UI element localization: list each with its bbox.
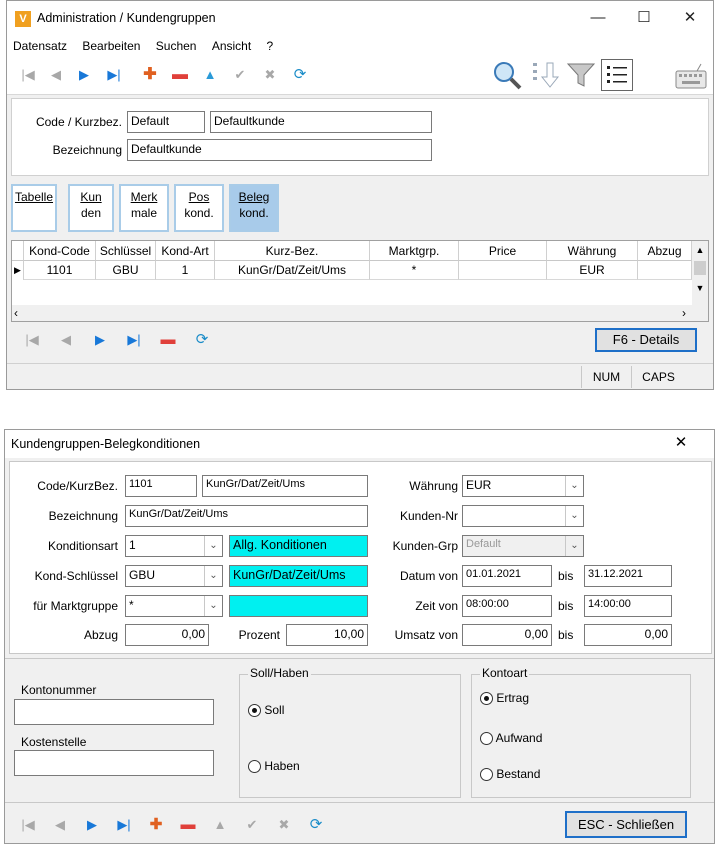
- menu-ansicht[interactable]: Ansicht: [211, 39, 252, 53]
- dialog-title: Kundengruppen-Belegkonditionen: [11, 437, 201, 451]
- waehrung-select[interactable]: [462, 475, 584, 497]
- prozent-input[interactable]: 10,00: [286, 624, 368, 646]
- chevron-down-icon[interactable]: ⌄: [565, 506, 583, 526]
- app-icon: V: [15, 11, 31, 27]
- waehrung-value: EUR: [466, 478, 492, 492]
- horizontal-scrollbar[interactable]: [12, 305, 708, 321]
- col-header-abzug[interactable]: Abzug: [638, 241, 692, 261]
- radio-ertrag-label: Ertrag: [496, 691, 530, 705]
- umsatz-bis-label: bis: [558, 628, 574, 642]
- table-cell[interactable]: [638, 261, 692, 280]
- first-record-icon[interactable]: |◀: [21, 67, 35, 82]
- bezeichnung-label: Bezeichnung: [52, 143, 122, 157]
- table-cell[interactable]: KunGr/Dat/Zeit/Ums: [215, 261, 370, 280]
- col-header-kond-art[interactable]: Kond-Art: [156, 241, 215, 261]
- waehrung-label: Währung: [409, 479, 458, 493]
- tab-kunden-label-1: Kun: [80, 190, 102, 204]
- datum-von-input[interactable]: 01.01.2021: [462, 565, 552, 587]
- tab-kunden-label-2: den: [80, 206, 102, 220]
- scroll-left-icon[interactable]: ‹: [14, 306, 18, 320]
- close-icon[interactable]: ✕: [674, 434, 688, 451]
- status-caps: CAPS: [631, 366, 685, 388]
- add-record-icon[interactable]: ✚: [149, 816, 163, 833]
- tab-poskond-label-1: Pos: [188, 190, 210, 204]
- radio-aufwand-icon[interactable]: [480, 732, 493, 745]
- chevron-down-icon: ⌄: [565, 536, 583, 556]
- radio-ertrag[interactable]: [480, 691, 529, 705]
- umsatz-von-label: Umsatz von: [394, 628, 458, 642]
- tab-belegkond-label-2: kond.: [239, 206, 269, 220]
- table-cell[interactable]: EUR: [547, 261, 638, 280]
- radio-soll[interactable]: [248, 703, 284, 717]
- chevron-down-icon[interactable]: ⌄: [204, 536, 222, 556]
- kond-schluessel-text: KunGr/Dat/Zeit/Ums: [229, 565, 368, 587]
- menu-bearbeiten[interactable]: Bearbeiten: [82, 39, 141, 53]
- bezeichnung-input[interactable]: Defaultkunde: [127, 139, 432, 161]
- zeit-bis-label: bis: [558, 599, 574, 613]
- radio-aufwand[interactable]: [480, 731, 542, 745]
- window-title: Administration / Kundengruppen: [37, 11, 216, 25]
- col-header-schluessel[interactable]: Schlüssel: [96, 241, 156, 261]
- cancel-x-icon[interactable]: ✖: [264, 67, 276, 82]
- radio-soll-icon[interactable]: [248, 704, 261, 717]
- radio-bestand-icon[interactable]: [480, 768, 493, 781]
- col-header-price[interactable]: Price: [459, 241, 547, 261]
- dialog-title-bar: [5, 430, 714, 458]
- zeit-von-input[interactable]: 08:00:00: [462, 595, 552, 617]
- kontoart-group: [471, 666, 691, 798]
- radio-aufwand-label: Aufwand: [495, 731, 543, 745]
- short-name-input[interactable]: Defaultkunde: [210, 111, 432, 133]
- close-dialog-button[interactable]: ESC - Schließen: [565, 811, 687, 838]
- last-record-icon[interactable]: ▶|: [117, 817, 131, 832]
- tab-merkmale-label-1: Merk: [130, 190, 158, 204]
- next-record-icon[interactable]: ▶: [95, 332, 105, 347]
- sort-list-icon[interactable]: [529, 59, 561, 91]
- row-indicator-icon: ▶: [12, 261, 24, 280]
- menu-datensatz[interactable]: Datensatz: [13, 39, 68, 53]
- prev-record-icon[interactable]: ◀: [51, 67, 61, 82]
- datum-von-label: Datum von: [399, 569, 458, 583]
- abzug-label: Abzug: [83, 628, 118, 642]
- close-button[interactable]: ✕: [683, 9, 697, 26]
- refresh-icon[interactable]: ⟳: [293, 66, 307, 83]
- col-header-marktgrp[interactable]: Marktgrp.: [370, 241, 459, 261]
- menu-suchen[interactable]: Suchen: [155, 39, 197, 53]
- code-input[interactable]: 1101: [125, 475, 197, 497]
- status-bar: [7, 363, 713, 389]
- details-button[interactable]: F6 - Details: [595, 328, 697, 352]
- refresh-icon[interactable]: ⟳: [195, 331, 209, 348]
- radio-haben-icon[interactable]: [248, 760, 261, 773]
- table-cell[interactable]: GBU: [96, 261, 156, 280]
- kond-schluessel-value: GBU: [129, 568, 156, 582]
- toolbar: [7, 57, 713, 95]
- scroll-thumb[interactable]: [694, 261, 706, 275]
- delete-record-icon[interactable]: ▬: [180, 816, 196, 833]
- table-cell[interactable]: *: [370, 261, 459, 280]
- delete-record-icon[interactable]: ▬: [160, 331, 176, 348]
- maximize-button[interactable]: ☐: [637, 9, 651, 26]
- table-cell[interactable]: 1101: [24, 261, 96, 280]
- tab-poskond-label-2: kond.: [184, 206, 214, 220]
- header-form: [11, 98, 709, 176]
- kunden-nr-select[interactable]: [462, 505, 584, 527]
- tab-poskond[interactable]: [174, 184, 224, 232]
- kontoart-title: Kontoart: [482, 666, 528, 680]
- soll-haben-title: Soll/Haben: [250, 666, 309, 680]
- konditionsart-text: Allg. Konditionen: [229, 535, 368, 557]
- grid-corner: [12, 241, 24, 261]
- save-check-icon[interactable]: ✔: [246, 817, 258, 832]
- bezeichnung-label: Bezeichnung: [48, 509, 118, 523]
- col-header-kurz-bez[interactable]: Kurz-Bez.: [215, 241, 370, 261]
- tab-merkmale-label-2: male: [130, 206, 157, 220]
- prev-record-icon[interactable]: ◀: [61, 332, 71, 347]
- conditions-dialog: [4, 429, 715, 844]
- kunden-grp-label: Kunden-Grp: [392, 539, 458, 553]
- abzug-input[interactable]: 0,00: [125, 624, 209, 646]
- scroll-up-icon[interactable]: ▲: [695, 245, 705, 255]
- col-header-waehrung[interactable]: Währung: [547, 241, 638, 261]
- search-icon[interactable]: [491, 59, 523, 91]
- chevron-down-icon[interactable]: ⌄: [565, 476, 583, 496]
- konditionsart-value: 1: [129, 538, 136, 552]
- filter-icon[interactable]: [565, 59, 597, 91]
- table-cell[interactable]: [459, 261, 547, 280]
- first-record-icon[interactable]: |◀: [21, 817, 35, 832]
- kunden-nr-label: Kunden-Nr: [399, 509, 458, 523]
- umsatz-von-input[interactable]: 0,00: [462, 624, 552, 646]
- cancel-x-icon[interactable]: ✖: [278, 817, 290, 832]
- kostenstelle-label: Kostenstelle: [21, 735, 87, 749]
- umsatz-bis-input[interactable]: 0,00: [584, 624, 672, 646]
- scroll-down-icon[interactable]: ▼: [695, 283, 705, 293]
- prev-record-icon[interactable]: ◀: [55, 817, 65, 832]
- radio-bestand[interactable]: [480, 767, 540, 781]
- menu-bar: [7, 35, 713, 57]
- kunden-grp-value: Default: [466, 538, 501, 550]
- keyboard-icon[interactable]: [675, 63, 707, 91]
- table-cell[interactable]: 1: [156, 261, 215, 280]
- short-name-input[interactable]: KunGr/Dat/Zeit/Ums: [202, 475, 368, 497]
- marktgruppe-value: *: [129, 598, 134, 612]
- account-panel: [5, 658, 714, 803]
- bezeichnung-input[interactable]: KunGr/Dat/Zeit/Ums: [125, 505, 368, 527]
- tab-belegkond-label-1: Beleg: [238, 190, 270, 204]
- last-record-icon[interactable]: ▶|: [107, 67, 121, 82]
- kond-schluessel-select[interactable]: [125, 565, 223, 587]
- radio-haben-label: Haben: [264, 759, 300, 773]
- save-check-icon[interactable]: ✔: [234, 67, 246, 82]
- kond-schluessel-label: Kond-Schlüssel: [34, 569, 118, 583]
- main-window: [6, 0, 714, 390]
- soll-haben-group: [239, 666, 461, 798]
- tab-belegkond[interactable]: [229, 184, 279, 232]
- title-bar: [7, 1, 713, 35]
- radio-bestand-label: Bestand: [496, 767, 541, 781]
- code-label: Code / Kurzbez.: [35, 115, 122, 129]
- scroll-right-icon[interactable]: ›: [682, 306, 686, 320]
- kontonummer-input[interactable]: [14, 699, 214, 725]
- marktgruppe-text: [229, 595, 368, 617]
- code-label: Code/KurzBez.: [37, 479, 118, 493]
- zeit-von-label: Zeit von: [415, 599, 458, 613]
- zeit-bis-input[interactable]: 14:00:00: [584, 595, 672, 617]
- radio-soll-label: Soll: [264, 703, 285, 717]
- konditionsart-select[interactable]: [125, 535, 223, 557]
- minimize-button[interactable]: —: [590, 9, 606, 26]
- delete-record-icon[interactable]: ▬: [172, 66, 188, 83]
- tab-tabelle[interactable]: [11, 184, 57, 232]
- refresh-icon[interactable]: ⟳: [309, 816, 323, 833]
- vertical-scrollbar[interactable]: [692, 241, 708, 305]
- conditions-panel: [9, 461, 712, 654]
- add-record-icon[interactable]: ✚: [143, 66, 157, 83]
- col-header-kond-code[interactable]: Kond-Code: [24, 241, 96, 261]
- last-record-icon[interactable]: ▶|: [127, 332, 141, 347]
- list-view-icon[interactable]: [601, 59, 633, 91]
- marktgruppe-label: für Marktgruppe: [33, 599, 118, 613]
- chevron-down-icon[interactable]: ⌄: [204, 566, 222, 586]
- tab-merkmale[interactable]: [119, 184, 169, 232]
- prozent-label: Prozent: [238, 628, 280, 642]
- tab-kunden[interactable]: [68, 184, 114, 232]
- chevron-down-icon[interactable]: ⌄: [204, 596, 222, 616]
- radio-ertrag-icon[interactable]: [480, 692, 493, 705]
- kontonummer-label: Kontonummer: [21, 683, 97, 697]
- menu-help[interactable]: ?: [266, 39, 274, 53]
- conditions-grid: [11, 240, 709, 322]
- code-input[interactable]: Default: [127, 111, 205, 133]
- next-record-icon[interactable]: ▶: [87, 817, 97, 832]
- edit-record-icon[interactable]: ▲: [203, 67, 217, 82]
- first-record-icon[interactable]: |◀: [25, 332, 39, 347]
- kostenstelle-input[interactable]: [14, 750, 214, 776]
- radio-haben[interactable]: [248, 759, 300, 773]
- datum-bis-label: bis: [558, 569, 574, 583]
- tab-tabelle-label: Tabelle: [14, 190, 54, 204]
- datum-bis-input[interactable]: 31.12.2021: [584, 565, 672, 587]
- status-num: NUM: [581, 366, 631, 388]
- konditionsart-label: Konditionsart: [47, 539, 118, 553]
- kunden-grp-select: [462, 535, 584, 557]
- edit-record-icon[interactable]: ▲: [213, 817, 227, 832]
- next-record-icon[interactable]: ▶: [79, 67, 89, 82]
- marktgruppe-select[interactable]: [125, 595, 223, 617]
